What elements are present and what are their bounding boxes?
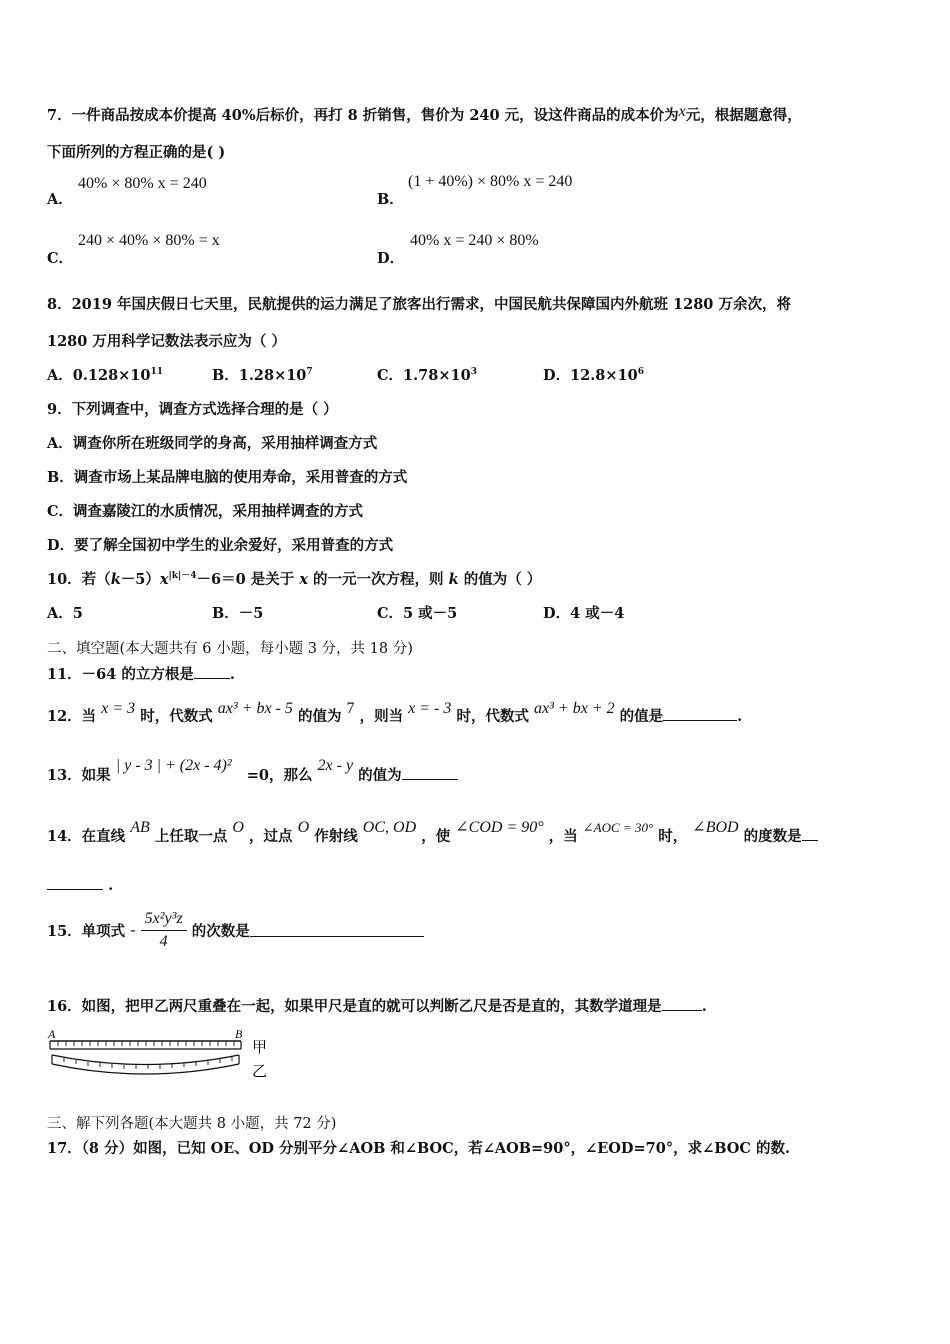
q12-stem: [47, 700, 742, 726]
q16-end: .: [701, 998, 707, 1015]
q7-option-b-label: B．: [377, 191, 404, 208]
q15-stem: [47, 910, 424, 951]
ruler-label-yi: 乙: [252, 1062, 268, 1080]
q14-point-o1: O: [232, 819, 244, 836]
q12-expr2: ax³ + bx + 2: [534, 700, 615, 717]
q14-angle-cod: ∠COD = 90°: [455, 819, 544, 836]
q7-option-c-expr: 240 × 40% × 80% = x: [78, 232, 220, 249]
q15-answer-blank[interactable]: [250, 924, 424, 937]
q14-point-o2: O: [297, 819, 310, 836]
q13-p1: 13．如果: [47, 767, 111, 784]
q10-exponent: |k|－4: [168, 571, 197, 581]
q15-fraction: [141, 910, 187, 951]
q13-stem: [47, 757, 458, 785]
section-2-heading: 二、填空题(本大题共有 6 小题，每小题 3 分，共 18 分): [47, 641, 413, 657]
q14-p6: ，当: [548, 828, 578, 845]
curved-ruler-yi: [52, 1055, 239, 1074]
q12-end: .: [737, 708, 743, 725]
q11-answer-blank[interactable]: [194, 666, 230, 679]
q15-sign: -: [130, 921, 136, 939]
q9-option-a: A．调查你所在班级同学的身高，采用抽样调查方式: [47, 435, 378, 452]
q8-option-c-text: C．1.78×10: [377, 367, 471, 384]
q7-option-a-label: A．: [47, 191, 73, 208]
q12-p4: ，则当: [359, 708, 404, 725]
q16-stem: [47, 995, 707, 1016]
straight-ruler-jia: [50, 1041, 241, 1049]
q7-option-c-label: C．: [47, 250, 74, 267]
q13-expr: | y - 3 | + (2x - 4)²: [115, 757, 232, 774]
q14-answer-blank-start[interactable]: [802, 828, 818, 841]
q12-p2: 时，代数式: [140, 708, 213, 725]
q8-option-b-exp: 7: [306, 367, 313, 377]
q15-p2: 的次数是: [191, 923, 250, 940]
q14-stem: [47, 817, 818, 846]
q14-p3: ，过点: [249, 828, 293, 845]
q10-k-var: k: [448, 571, 459, 588]
q10-option-d: D．4 或－4: [543, 605, 625, 622]
q7-variable: x: [678, 103, 686, 120]
q8-option-c-exp: 3: [470, 367, 477, 377]
q10-post3: 的值为（ ）: [463, 571, 542, 588]
q15-denominator: 4: [159, 933, 168, 950]
ruler-label-b: B: [235, 1027, 243, 1041]
q10-pre: 10．若（: [47, 571, 111, 588]
q11-end: .: [229, 666, 235, 683]
section-3-heading: 三、解下列各题(本大题共 8 小题，共 72 分): [47, 1116, 337, 1132]
q12-p5: 时，代数式: [456, 708, 529, 725]
q10-k: k: [110, 571, 121, 588]
q16-answer-blank[interactable]: [662, 998, 702, 1011]
q14-p7: 时，: [658, 828, 688, 845]
q14-p5: ，使: [421, 828, 451, 845]
q11-stem: [47, 663, 235, 684]
q8-stem-line2: 1280 万用科学记数法表示应为（ ）: [47, 333, 286, 350]
q16-text: 16．如图，把甲乙两尺重叠在一起，如果甲尺是直的就可以判断乙尺是否是直的，其数学道理是: [47, 998, 662, 1015]
q11-text: 11．－64 的立方根是: [47, 666, 194, 683]
q14-angle-aoc: ∠AOC = 30°: [582, 820, 654, 835]
q7-stem-line1: [47, 103, 802, 125]
q14-line-ab: AB: [130, 819, 150, 836]
q12-cond1: x = 3: [101, 700, 136, 717]
q10-option-c: C．5 或－5: [377, 605, 458, 622]
q13-p3: 的值为: [358, 767, 402, 784]
q15-p1: 15．单项式: [47, 923, 126, 940]
q8-option-a: [47, 364, 163, 385]
q8-option-d: [543, 364, 644, 385]
q10-x-var: x: [299, 571, 308, 588]
q10-option-a: A．5: [47, 605, 83, 622]
q13-p2: =0，那么: [246, 767, 313, 784]
q7-option-b-expr: (1 + 40%) × 80% x = 240: [408, 173, 573, 190]
q12-cond2: x = - 3: [408, 700, 452, 717]
q17-stem: 17．（8 分）如图，已知 OE、OD 分别平分∠AOB 和∠BOC，若∠AOB=90°，∠EOD=70°，求∠BOC 的数.: [47, 1140, 791, 1157]
q13-answer-blank[interactable]: [402, 767, 458, 780]
q8-option-a-text: A．0.128×10: [47, 367, 151, 384]
q12-value: 7: [346, 700, 355, 717]
q7-option-a-expr: 40% × 80% x = 240: [78, 175, 207, 192]
q10-post2: 的一元一次方程，则: [313, 571, 444, 588]
q7-stem-part2: 元，根据题意得，: [685, 107, 802, 124]
q12-answer-blank[interactable]: [663, 708, 737, 721]
q14-p4: 作射线: [314, 828, 358, 845]
q9-option-d: D．要了解全国初中学生的业余爱好，采用普查的方式: [47, 537, 394, 554]
q14-stem-line2: [47, 877, 113, 894]
q7-option-d-expr: 40% x = 240 × 80%: [410, 232, 539, 249]
q8-option-b: [212, 364, 313, 385]
ruler-label-jia: 甲: [252, 1038, 268, 1056]
q10-post1: －6＝0 是关于: [196, 571, 295, 588]
q14-p2: 上任取一点: [154, 828, 228, 845]
q8-option-d-exp: 6: [637, 367, 644, 377]
ruler-label-a: A: [48, 1027, 56, 1041]
q14-angle-bod: ∠BOD: [692, 819, 739, 836]
q9-option-c: C．调查嘉陵江的水质情况，采用抽样调查的方式: [47, 503, 364, 520]
q9-option-b: B．调查市场上某品牌电脑的使用寿命，采用普查的方式: [47, 469, 408, 486]
q13-expr2: 2x - y: [317, 757, 354, 774]
q8-option-c: [377, 364, 477, 385]
q10-x: x: [159, 571, 169, 588]
q12-expr1: ax³ + bx - 5: [217, 700, 293, 717]
q14-end: .: [108, 877, 114, 894]
q12-p1: 12．当: [47, 708, 97, 725]
q10-stem: [47, 568, 541, 589]
q12-p3: 的值为: [297, 708, 342, 725]
q8-option-b-text: B．1.28×10: [212, 367, 307, 384]
q12-p6: 的值是: [619, 708, 664, 725]
q8-option-a-exp: 11: [150, 367, 164, 377]
q10-minus5: －5）: [120, 571, 160, 588]
q14-rays: OC, OD: [362, 819, 417, 836]
q15-numerator: 5x²y³z: [141, 910, 187, 931]
q14-p1: 14．在直线: [47, 828, 126, 845]
q7-stem-part1: 7．一件商品按成本价提高 40%后标价，再打 8 折销售，售价为 240 元，设这件商品的成本价为: [47, 107, 679, 124]
rulers-figure: [44, 1024, 280, 1088]
q7-stem-line2: 下面所列的方程正确的是( ): [47, 144, 226, 161]
q9-stem: 9．下列调查中，调查方式选择合理的是（ ）: [47, 401, 338, 418]
q10-option-b: B．－5: [212, 605, 264, 622]
q14-answer-blank-end[interactable]: [47, 877, 103, 890]
q14-p8: 的度数是: [743, 828, 802, 845]
q8-stem-line1: 8．2019 年国庆假日七天里，民航提供的运力满足了旅客出行需求，中国民航共保障国内外航班 1280 万余次，将: [47, 296, 791, 313]
q7-option-d-label: D．: [377, 250, 405, 267]
q8-option-d-text: D．12.8×10: [543, 367, 638, 384]
